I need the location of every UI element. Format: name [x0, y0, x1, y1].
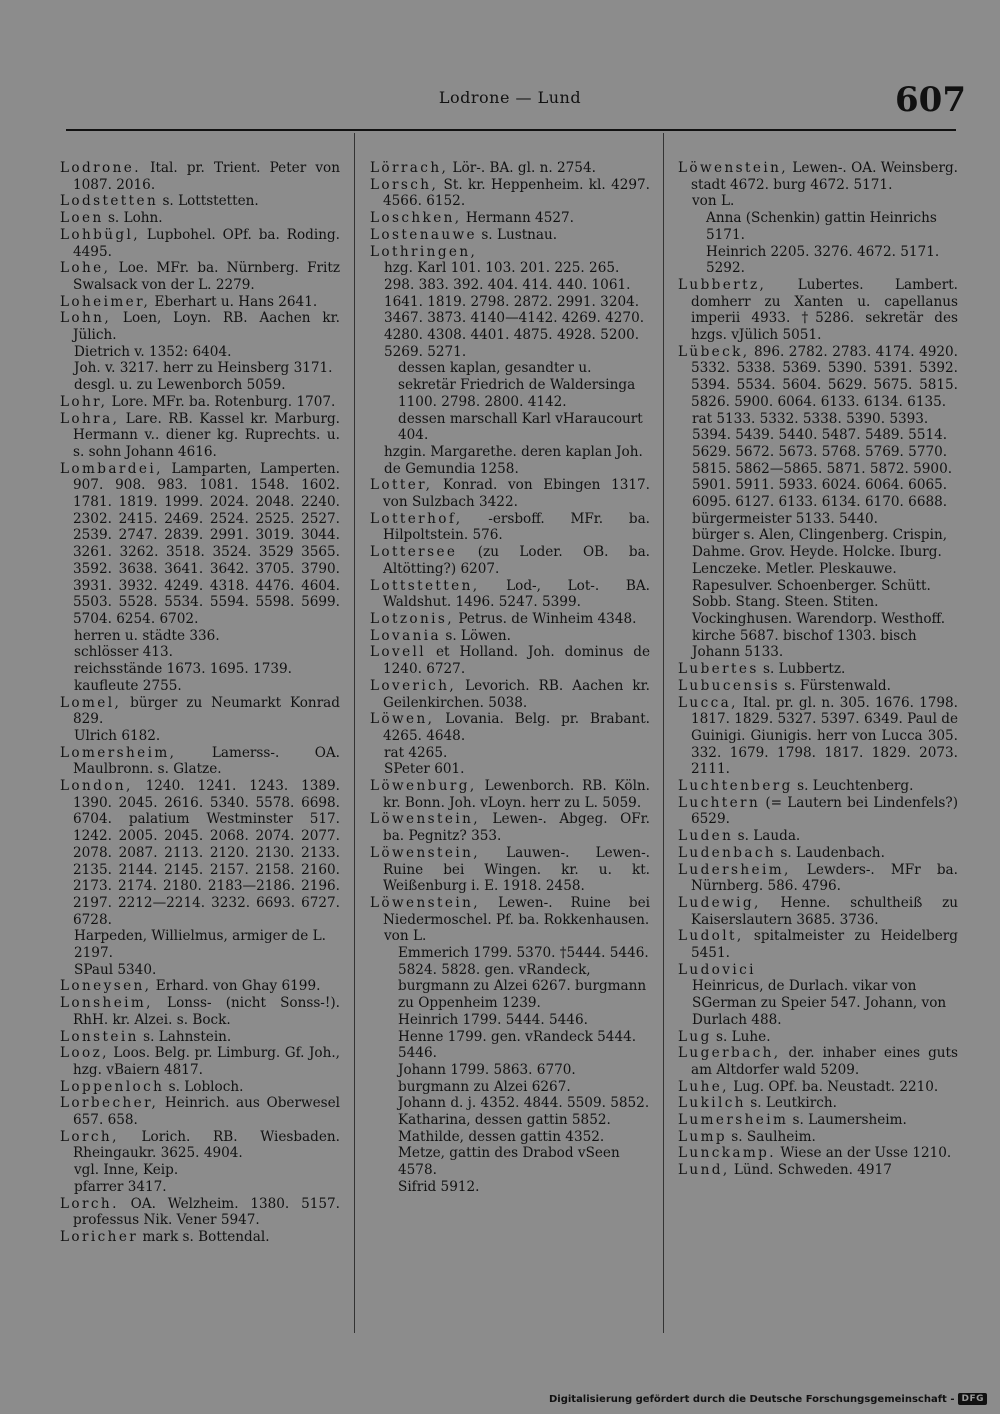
- index-entry: [678, 1129, 958, 1146]
- index-subentry: [370, 1112, 650, 1129]
- index-headword: Lovell: [370, 644, 427, 661]
- index-entry: [60, 461, 340, 628]
- index-entry: [678, 895, 958, 928]
- index-entry: [60, 394, 340, 411]
- index-entry: [370, 711, 650, 744]
- index-text: SPeter 601.: [384, 761, 465, 778]
- index-text: s. Lauda.: [733, 828, 801, 845]
- index-text: Lewen-. Abgeg. OFr. ba. Pegnitz? 353.: [383, 811, 650, 845]
- index-text: Loen, Loyn. RB. Aachen kr. Jülich.: [73, 310, 340, 344]
- index-headword: Lund,: [678, 1162, 730, 1179]
- index-entry: [60, 978, 340, 995]
- index-text: dessen kaplan, gesandter u. sekretär Friedrich de Waldersinga 1100. 2798. 2800. 4142.: [398, 360, 636, 410]
- index-headword: Lucca,: [678, 694, 738, 711]
- index-subentry: [60, 1179, 340, 1196]
- index-text: OA. Welzheim. 1380. 5157. professus Nik. Vener 5947.: [73, 1195, 340, 1229]
- page-number: 607: [895, 80, 966, 120]
- index-headword: Lombardei,: [60, 460, 163, 477]
- index-entry: [678, 795, 958, 828]
- index-text: s. Lubbertz.: [758, 661, 846, 678]
- index-headword: Löwenstein,: [370, 811, 480, 828]
- footer: [549, 1393, 987, 1405]
- index-entry: [60, 1196, 340, 1229]
- index-text: s. Lustnau.: [477, 226, 558, 243]
- index-headword: Lörrach,: [370, 160, 449, 176]
- index-text: Lör-. BA. gl. n. 2754.: [448, 160, 596, 176]
- dfg-logo-icon: DFG: [958, 1393, 987, 1405]
- index-text: Heinrich 2205. 3276. 4672. 5171. 5292.: [706, 243, 940, 277]
- index-text: Johann 1799. 5863. 6770. burgmann zu Alzei 6267.: [398, 1061, 576, 1095]
- index-headword: Lostenauwe: [370, 226, 477, 243]
- index-text: -ersboff. MFr. ba. Hilpoltstein. 576.: [383, 510, 650, 544]
- index-headword: Lorch.: [60, 1195, 119, 1212]
- index-text: s. Lobloch.: [164, 1078, 244, 1095]
- index-text: bürger zu Neumarkt Konrad 829.: [73, 694, 340, 728]
- index-text: bürger s. Alen, Clingenberg. Crispin, Dahme. Grov. Heyde. Holcke. Iburg. Lenczeke. Metler. Pleskauwe. Rapesulver. Schoenberger. Schütt. Sobb. Stang. Steen. Stiten. Vockinghusen. Warendorp. Westhoff.: [692, 527, 948, 627]
- index-text: Erhard. von Ghay 6199.: [151, 978, 321, 995]
- index-text: Hermann 4527.: [461, 210, 574, 227]
- column-divider: [354, 133, 355, 1333]
- index-headword: Loverich,: [370, 677, 457, 694]
- index-headword: Lukilch: [678, 1095, 746, 1112]
- index-text: rat 5133. 5332. 5338. 5390. 5393. 5394. 5439. 5440. 5487. 5489. 5514. 5629. 5672. 5673. 5768. 5769. 5770. 5815. 5862—5865. 5871. 5872. 5900. 5901. 5911. 5933. 6024. 6064. 6065. 6095. 6127. 6133. 6134. 6170. 6688.: [692, 410, 953, 511]
- index-text: schlösser 413.: [74, 644, 173, 661]
- index-headword: Ludenbach: [678, 844, 777, 861]
- index-headword: Lohra,: [60, 410, 120, 427]
- index-text: Lovania. Belg. pr. Brabant. 4265. 4648.: [383, 711, 650, 744]
- index-subentry: [60, 678, 340, 695]
- index-text: Henne 1799. gen. vRandeck 5444. 5446.: [398, 1028, 637, 1062]
- index-text: Henne. schultheiß zu Kaiserslautern 3685. 3736.: [691, 894, 958, 928]
- index-entry: [370, 611, 650, 628]
- index-text: vgl. Inne, Keip.: [74, 1162, 179, 1179]
- index-headword: London,: [60, 778, 133, 795]
- index-text: s. Fürstenwald.: [779, 677, 891, 694]
- index-text: Lubertes. Lambert. domherr zu Xanten u. capellanus imperii 4933. †5286. sekretär des hzgs. vJülich 5051.: [691, 276, 958, 344]
- index-text: dessen marschall Karl vHaraucourt 404.: [398, 410, 643, 444]
- index-headword: Lorbecher,: [60, 1095, 159, 1112]
- index-subentry: [370, 411, 650, 444]
- index-entry: [60, 1095, 340, 1128]
- index-headword: Loen: [60, 210, 104, 227]
- index-headword: Lorsch,: [370, 176, 439, 193]
- column-divider: [663, 133, 664, 1333]
- index-text: von L.: [384, 928, 427, 945]
- index-text: s. Laumersheim.: [788, 1112, 907, 1129]
- index-headword: Loneysen,: [60, 978, 152, 995]
- index-entry: [370, 811, 650, 844]
- index-subentry: [370, 1129, 650, 1146]
- index-entry: [60, 411, 340, 461]
- index-entry: [678, 1079, 958, 1096]
- index-entry: [370, 544, 650, 577]
- index-text: Loe. MFr. ba. Nürnberg. Fritz Swalsack von der L. 2279.: [73, 260, 340, 293]
- index-headword: Lonsheim,: [60, 995, 153, 1012]
- index-subentry: [60, 962, 340, 979]
- index-entry: [678, 695, 958, 779]
- index-entry: [60, 227, 340, 260]
- index-entry: [370, 578, 650, 611]
- index-headword: Löwenburg,: [370, 778, 477, 795]
- index-entry: [60, 1129, 340, 1162]
- index-entry: [678, 845, 958, 862]
- index-text: Levorich. RB. Aachen kr. Geilenkirchen. 5038.: [383, 677, 650, 711]
- index-text: Lupbohel. OPf. ba. Roding. 4495.: [73, 226, 340, 260]
- index-text: Johann d. j. 4352. 4844. 5509. 5852.: [398, 1095, 650, 1112]
- index-entry: [370, 160, 650, 177]
- index-text: hzgin. Margarethe. deren kaplan Joh. de Gemundia 1258.: [384, 443, 643, 477]
- index-headword: Luden: [678, 828, 734, 845]
- index-headword: Lubertes: [678, 661, 759, 678]
- index-entry: [60, 260, 340, 293]
- index-entry: [370, 227, 650, 244]
- index-entry: [60, 193, 340, 210]
- index-entry: [60, 745, 340, 778]
- index-headword: Lohn,: [60, 310, 112, 327]
- index-text: Lewen-. OA. Weinsberg. stadt 4672. burg 4672. 5171.: [691, 160, 958, 193]
- index-entry: [370, 244, 650, 261]
- index-text: Ital. pr. gl. n. 305. 1676. 1798. 1817. 1829. 5327. 5397. 6349. Paul de Guinigi. Giunigis. herr von Lucca 305. 332. 1679. 1798. 1817. 1829. 2073. 2111.: [691, 694, 958, 778]
- index-entry: [678, 1145, 958, 1162]
- index-subentry: [678, 527, 958, 627]
- index-text: der. inhaber eines guts am Altdorfer wald 5209.: [691, 1045, 958, 1078]
- index-entry: [60, 210, 340, 227]
- index-text: s. Laudenbach.: [776, 844, 885, 861]
- index-subentry: [678, 628, 958, 661]
- index-text: Heinrich. aus Oberwesel 657. 658.: [73, 1095, 340, 1129]
- index-subentry: [60, 928, 340, 961]
- index-headword: Lotter,: [370, 477, 433, 494]
- index-headword: Luhe,: [678, 1078, 729, 1095]
- index-text: Metze, gattin des Drabod vSeen 4578.: [398, 1145, 620, 1179]
- index-entry: [678, 928, 958, 961]
- index-text: s. Lohn.: [103, 210, 163, 227]
- index-text: Anna (Schenkin) gattin Heinrichs 5171.: [706, 210, 937, 243]
- index-text: Ulrich 6182.: [74, 727, 161, 744]
- index-text: Lamparten, Lamperten. 907. 908. 983. 1081. 1548. 1602. 1781. 1819. 1999. 2024. 2048. 2240. 2302. 2415. 2469. 2524. 2525. 2527. 2539. 2747. 2839. 2991. 3019. 3044. 3261. 3262. 3518. 3524. 3529 3565. 3592. 3638. 3641. 3642. 3705. 3790. 3931. 3932. 4249. 4318. 4476. 4604. 5503. 5528. 5534. 5594. 5598. 5699. 5704. 6254. 6702.: [73, 460, 340, 627]
- index-text: Petrus. de Winheim 4348.: [454, 610, 637, 627]
- index-headword: Lohe,: [60, 260, 111, 277]
- index-entry: [678, 828, 958, 845]
- index-subentry: [370, 928, 650, 945]
- index-entry: [370, 644, 650, 677]
- index-text: rat 4265.: [384, 744, 448, 761]
- index-entry: [60, 1079, 340, 1096]
- index-headword: Lumersheim: [678, 1112, 789, 1129]
- index-text: St. kr. Heppenheim. kl. 4297. 4566. 6152.: [383, 176, 650, 210]
- index-entry: [678, 1029, 958, 1046]
- index-text: s. Lahnstein.: [138, 1028, 232, 1045]
- index-text: Heinricus, de Durlach. vikar von SGerman zu Speier 547. Johann, von Durlach 488.: [692, 978, 947, 1028]
- index-entry: [678, 678, 958, 695]
- index-entry: [678, 862, 958, 895]
- index-headword: Lovania: [370, 627, 442, 644]
- index-headword: Lubucensis: [678, 677, 780, 694]
- index-entry: [678, 160, 958, 193]
- index-headword: Lonstein: [60, 1028, 139, 1045]
- index-text: Emmerich 1799. 5370. †5444. 5446. 5824. 5828. gen. vRandeck, burgmann zu Alzei 6267. burgmann zu Oppenheim 1239.: [398, 945, 649, 1012]
- index-text: Lamerss-. OA. Maulbronn. s. Glatze.: [73, 744, 340, 778]
- index-entry: [370, 177, 650, 210]
- index-subentry: [678, 978, 958, 1028]
- index-entry: [370, 511, 650, 544]
- index-headword: Löwenstein,: [370, 844, 480, 861]
- index-headword: Lodstetten: [60, 193, 159, 210]
- index-headword: Lottstetten,: [370, 577, 480, 594]
- index-subentry: [60, 360, 340, 393]
- index-entry: [60, 294, 340, 311]
- index-entry: [370, 628, 650, 645]
- index-entry: [60, 778, 340, 928]
- index-text: Lore. MFr. ba. Rotenburg. 1707.: [107, 393, 336, 410]
- index-text: mark s. Bottendal.: [138, 1229, 270, 1245]
- index-entry: [60, 1229, 340, 1246]
- index-subentry: [370, 1062, 650, 1095]
- index-subentry: [60, 344, 340, 361]
- index-entry: [678, 661, 958, 678]
- index-text: von L.: [692, 193, 735, 210]
- index-headword: Löwenstein,: [678, 160, 788, 176]
- index-subentry: [60, 728, 340, 745]
- index-entry: [678, 344, 958, 411]
- index-text: Lewen-. Ruine bei Niedermoschel. Pf. ba. Rokkenhausen.: [383, 894, 650, 928]
- index-headword: Lotzonis,: [370, 610, 455, 627]
- index-text: s. Saulheim.: [726, 1128, 816, 1145]
- index-text: kaufleute 2755.: [74, 677, 182, 694]
- index-entry: [60, 160, 340, 193]
- index-subentry: [370, 1095, 650, 1112]
- index-text: et Holland. Joh. dominus de 1240. 6727.: [383, 644, 650, 678]
- index-headword: Lomersheim,: [60, 744, 177, 761]
- index-text: Katharina, dessen gattin 5852.: [398, 1112, 611, 1129]
- index-headword: Loheimer,: [60, 293, 151, 310]
- index-text: Konrad. von Ebingen 1317. von Sulzbach 3422.: [383, 477, 650, 511]
- index-headword: Lodrone.: [60, 160, 141, 176]
- index-entry: [370, 895, 650, 928]
- index-entry: [370, 678, 650, 711]
- index-text: (zu Loder. OB. ba. Altötting?) 6207.: [383, 544, 650, 577]
- index-text: Lod-, Lot-. BA. Waldshut. 1496. 5247. 5399.: [383, 577, 650, 611]
- index-headword: Lug: [678, 1028, 712, 1045]
- footer-credit: Digitalisierung gefördert durch die Deutsche Forschungsgemeinschaft -: [548, 1393, 955, 1405]
- index-entry: [678, 1045, 958, 1078]
- index-subentry: [678, 193, 958, 210]
- index-entry: [678, 1162, 958, 1179]
- index-subentry: [370, 945, 650, 1012]
- index-text: Lewenborch. RB. Köln. kr. Bonn. Joh. vLoyn. herr zu L. 5059.: [383, 778, 650, 811]
- index-entry: [678, 1095, 958, 1112]
- index-subentry: [370, 1145, 650, 1178]
- index-subentry: [370, 745, 650, 762]
- index-text: Lonss- (nicht Sonss-!). RhH. kr. Alzei. s. Bock.: [73, 995, 340, 1028]
- index-subentry: [60, 1162, 340, 1179]
- index-entry: [60, 695, 340, 728]
- header-rule: [66, 129, 956, 131]
- index-headword: Ludewig,: [678, 894, 761, 911]
- index-text: (= Lautern bei Lindenfels?) 6529.: [691, 794, 958, 828]
- index-headword: Lump: [678, 1128, 727, 1145]
- index-entry: [370, 210, 650, 227]
- index-entry: [60, 1045, 340, 1078]
- index-text: Dietrich v. 1352: 6404.: [74, 343, 232, 360]
- index-headword: Loricher: [60, 1229, 139, 1245]
- index-subentry: [370, 761, 650, 778]
- index-text: Harpeden, Willielmus, armiger de L. 2197.: [74, 928, 326, 962]
- index-text: Lug. OPf. ba. Neustadt. 2210.: [728, 1078, 939, 1095]
- index-entry: [60, 995, 340, 1028]
- index-headword: Ludolt,: [678, 928, 744, 945]
- index-column-2: [370, 160, 650, 1196]
- index-text: Sifrid 5912.: [398, 1178, 480, 1195]
- index-text: s. Luhe.: [711, 1028, 771, 1045]
- index-subentry: [678, 411, 958, 511]
- index-text: Heinrich 1799. 5444. 5446.: [398, 1011, 588, 1028]
- index-text: s. Löwen.: [441, 627, 511, 644]
- index-text: Ital. pr. Trient. Peter von 1087. 2016.: [73, 160, 340, 193]
- index-column-3: [678, 160, 958, 1179]
- index-headword: Loschken,: [370, 210, 462, 227]
- index-text: 896. 2782. 2783. 4174. 4920. 5332. 5338. 5369. 5390. 5391. 5392. 5394. 5534. 5604. 5629. 5675. 5815. 5826. 5900. 6064. 6133. 6134. 6135.: [691, 343, 958, 410]
- index-text: SPaul 5340.: [74, 961, 157, 978]
- index-text: pfarrer 3417.: [74, 1178, 167, 1195]
- index-headword: Luchtenberg: [678, 778, 793, 795]
- index-entry: [370, 477, 650, 510]
- running-head: Lodrone — Lund: [438, 88, 582, 107]
- index-text: Lorich. RB. Wiesbaden. Rheingaukr. 3625. 4904.: [73, 1128, 340, 1162]
- index-subentry: [60, 628, 340, 645]
- index-text: bürgermeister 5133. 5440.: [692, 510, 878, 527]
- index-subentry: [60, 644, 340, 661]
- index-text: kirche 5687. bischof 1303. bisch Johann 5133.: [692, 627, 917, 661]
- index-text: s. Leutkirch.: [745, 1095, 837, 1112]
- index-entry: [678, 277, 958, 344]
- index-entry: [678, 778, 958, 795]
- index-text: reichsstände 1673. 1695. 1739.: [74, 661, 292, 678]
- index-entry: [678, 962, 958, 979]
- index-headword: Löwenstein,: [370, 894, 480, 911]
- index-text: 1240. 1241. 1243. 1389. 1390. 2045. 2616. 5340. 5578. 6698. 6704. palatium Westminster 517. 1242. 2005. 2045. 2068. 2074. 2077. 2078. 2087. 2113. 2120. 2130. 2133. 2135. 2144. 2145. 2157. 2158. 2160. 2173. 2174. 2180. 2183—2186. 2196. 2197. 2212—2214. 3232. 6693. 6727. 6728.: [73, 778, 340, 928]
- index-headword: Lohbügl,: [60, 226, 140, 243]
- index-headword: Löwen,: [370, 711, 435, 728]
- index-entry: [678, 1112, 958, 1129]
- index-subentry: [370, 1012, 650, 1029]
- index-headword: Lomel,: [60, 694, 122, 711]
- index-headword: Luchtern: [678, 794, 761, 811]
- index-subentry: [678, 511, 958, 528]
- index-text: Eberhart u. Hans 2641.: [150, 293, 318, 310]
- index-text: herren u. städte 336.: [74, 627, 220, 644]
- index-headword: Lohr,: [60, 393, 108, 410]
- index-entry: [60, 310, 340, 343]
- index-headword: Lunckamp.: [678, 1145, 777, 1162]
- index-subentry: [370, 260, 650, 360]
- index-headword: Lubbertz,: [678, 276, 767, 293]
- index-headword: Loppenloch: [60, 1078, 165, 1095]
- index-headword: Lottersee: [370, 544, 458, 561]
- index-headword: Lotterhof,: [370, 510, 463, 527]
- index-text: Lauwen-. Lewen-. Ruine bei Wingen. kr. u. kt. Weißenburg i. E. 1918. 2458.: [383, 844, 650, 895]
- index-text: Lewders-. MFr ba. Nürnberg. 586. 4796.: [691, 861, 958, 895]
- index-text: hzg. Karl 101. 103. 201. 225. 265. 298. 383. 392. 404. 414. 440. 1061. 1641. 1819. 2798. 2872. 2991. 3204. 3467. 3873. 4140—4142. 4269. 4270. 4280. 4308. 4401. 4875. 4928. 5200. 5269. 5271.: [384, 260, 645, 360]
- index-subentry: [678, 244, 958, 277]
- index-text: Mathilde, dessen gattin 4352.: [398, 1128, 605, 1145]
- index-column-1: [60, 160, 340, 1246]
- index-entry: [370, 845, 650, 895]
- index-subentry: [60, 661, 340, 678]
- index-subentry: [370, 360, 650, 410]
- index-text: s. Leuchtenberg.: [792, 778, 914, 795]
- index-headword: Looz,: [60, 1045, 109, 1062]
- index-entry: [60, 1029, 340, 1046]
- index-headword: Lothringen,: [370, 243, 478, 260]
- index-subentry: [370, 1179, 650, 1196]
- index-headword: Lorch,: [60, 1128, 119, 1145]
- index-text: Lünd. Schweden. 4917: [729, 1162, 892, 1179]
- index-headword: Ludovici: [678, 961, 756, 978]
- index-text: Lare. RB. Kassel kr. Marburg. Hermann v.. diener kg. Ruprechts. u. s. sohn Johann 4616.: [73, 410, 340, 460]
- index-subentry: [678, 210, 958, 243]
- index-subentry: [370, 1029, 650, 1062]
- index-headword: Ludersheim,: [678, 861, 791, 878]
- index-text: Joh. v. 3217. herr zu Heinsberg 3171. desgl. u. zu Lewenborch 5059.: [74, 360, 333, 394]
- index-headword: Lübeck,: [678, 343, 750, 360]
- index-text: s. Lottstetten.: [158, 193, 259, 210]
- index-entry: [370, 778, 650, 811]
- index-text: spitalmeister zu Heidelberg 5451.: [691, 928, 958, 962]
- index-text: Wiese an der Usse 1210.: [776, 1145, 952, 1162]
- index-headword: Lugerbach,: [678, 1045, 781, 1062]
- index-text: Loos. Belg. pr. Limburg. Gf. Joh., hzg. vBaiern 4817.: [73, 1045, 340, 1078]
- index-subentry: [370, 444, 650, 477]
